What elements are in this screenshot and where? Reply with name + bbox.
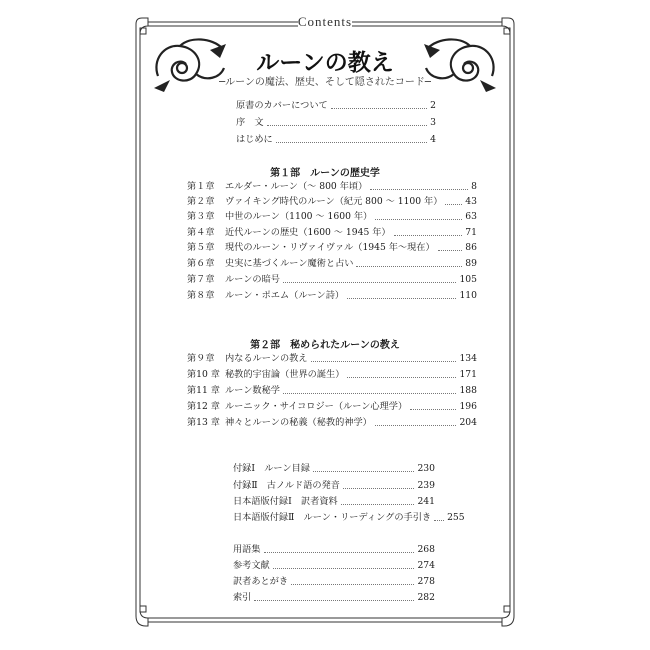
appendix-entry[interactable] bbox=[233, 496, 435, 508]
chapter-number: 第１章 bbox=[187, 181, 215, 192]
chapter-page: 188 bbox=[459, 385, 477, 396]
toc-entry-page: 3 bbox=[430, 117, 436, 128]
dot-leader bbox=[434, 520, 444, 521]
book-title: ルーンの教え bbox=[256, 49, 394, 76]
backmatter-label: 索引 bbox=[233, 592, 252, 603]
dot-leader bbox=[341, 504, 415, 505]
appendix-entry[interactable] bbox=[233, 480, 435, 492]
book-subtitle: ─ルーンの魔法、歴史、そして隠されたコード─ bbox=[219, 77, 431, 88]
chapter-number: 第２章 bbox=[187, 196, 215, 207]
backmatter-label: 用語集 bbox=[233, 544, 261, 555]
chapter-entry[interactable] bbox=[187, 369, 477, 381]
backmatter-page: 278 bbox=[417, 576, 435, 587]
chapter-entry[interactable] bbox=[187, 227, 477, 239]
appendix-label: 付録Ⅰ ルーン目録 bbox=[233, 463, 310, 474]
chapter-page: 71 bbox=[465, 227, 477, 238]
dot-leader bbox=[264, 552, 415, 553]
dot-leader bbox=[438, 250, 463, 251]
chapter-entry[interactable] bbox=[187, 353, 477, 365]
chapter-number: 第５章 bbox=[187, 242, 215, 253]
chapter-number: 第10 章 bbox=[187, 369, 220, 380]
dot-leader bbox=[343, 488, 415, 489]
chapter-entry[interactable] bbox=[187, 385, 477, 397]
chapter-page: 171 bbox=[459, 369, 477, 380]
dot-leader bbox=[283, 282, 457, 283]
toc-entry-page: 2 bbox=[430, 100, 436, 111]
chapter-entry[interactable] bbox=[187, 196, 477, 208]
chapter-label: 史実に基づくルーン魔術と占い bbox=[225, 258, 354, 269]
dot-leader bbox=[331, 108, 427, 109]
dot-leader bbox=[375, 219, 462, 220]
chapter-label: 近代ルーンの歴史（1600 ～ 1945 年） bbox=[225, 227, 391, 238]
chapter-label: 秘教的宇宙論（世界の誕生） bbox=[225, 369, 345, 380]
backmatter-entry[interactable] bbox=[233, 576, 435, 588]
chapter-number: 第13 章 bbox=[187, 417, 220, 428]
chapter-page: 63 bbox=[465, 211, 477, 222]
dot-leader bbox=[370, 189, 468, 190]
dot-leader bbox=[445, 204, 462, 205]
chapter-label: 中世のルーン（1100 ～ 1600 年） bbox=[225, 211, 373, 222]
chapter-number: 第12 章 bbox=[187, 401, 220, 412]
contents-header: Contents bbox=[297, 14, 353, 29]
chapter-number: 第11 章 bbox=[187, 385, 220, 396]
chapter-entry[interactable] bbox=[187, 258, 477, 270]
dot-leader bbox=[283, 393, 457, 394]
toc-entry-label: 序 文 bbox=[236, 117, 264, 128]
dot-leader bbox=[410, 409, 456, 410]
chapter-number: 第９章 bbox=[187, 353, 215, 364]
appendix-entry[interactable] bbox=[233, 463, 435, 475]
dot-leader bbox=[375, 425, 457, 426]
chapter-entry[interactable] bbox=[187, 290, 477, 302]
chapter-number: 第３章 bbox=[187, 211, 215, 222]
backmatter-page: 274 bbox=[417, 560, 435, 571]
toc-entry-label: 原書のカバーについて bbox=[236, 100, 328, 111]
chapter-label: 内なるルーンの教え bbox=[225, 353, 308, 364]
dot-leader bbox=[313, 471, 415, 472]
dot-leader bbox=[273, 568, 415, 569]
backmatter-page: 282 bbox=[417, 592, 435, 603]
part2-title: 第２部 秘められたルーンの教え bbox=[250, 340, 400, 351]
chapter-label: ヴァイキング時代のルーン（紀元 800 ～ 1100 年） bbox=[225, 196, 443, 207]
backmatter-page: 268 bbox=[417, 544, 435, 555]
chapter-page: 43 bbox=[465, 196, 477, 207]
dot-leader bbox=[254, 600, 414, 601]
backmatter-entry[interactable] bbox=[233, 592, 435, 604]
chapter-page: 8 bbox=[471, 181, 477, 192]
appendix-page: 230 bbox=[417, 463, 435, 474]
chapter-page: 110 bbox=[459, 290, 477, 301]
backmatter-entry[interactable] bbox=[233, 560, 435, 572]
chapter-page: 89 bbox=[465, 258, 477, 269]
chapter-page: 134 bbox=[459, 353, 477, 364]
chapter-number: 第６章 bbox=[187, 258, 215, 269]
toc-entry[interactable] bbox=[236, 134, 436, 146]
appendix-entry[interactable] bbox=[233, 512, 465, 524]
appendix-label: 付録Ⅱ 古ノルド語の発音 bbox=[233, 480, 340, 491]
toc-entry-label: はじめに bbox=[236, 134, 273, 145]
dot-leader bbox=[394, 235, 463, 236]
dot-leader bbox=[347, 298, 456, 299]
chapter-page: 196 bbox=[459, 401, 477, 412]
appendix-label: 日本語版付録Ⅱ ルーン・リーディングの手引き bbox=[233, 512, 432, 523]
appendix-page: 255 bbox=[447, 512, 465, 523]
dot-leader bbox=[267, 125, 428, 126]
chapter-label: ルーンの暗号 bbox=[225, 274, 280, 285]
dot-leader bbox=[276, 142, 427, 143]
appendix-page: 239 bbox=[417, 480, 435, 491]
backmatter-label: 訳者あとがき bbox=[233, 576, 289, 587]
chapter-number: 第７章 bbox=[187, 274, 215, 285]
dot-leader bbox=[347, 377, 456, 378]
chapter-entry[interactable] bbox=[187, 242, 477, 254]
backmatter-label: 参考文献 bbox=[233, 560, 270, 571]
chapter-number: 第８章 bbox=[187, 290, 215, 301]
chapter-entry[interactable] bbox=[187, 274, 477, 286]
chapter-page: 86 bbox=[465, 242, 477, 253]
chapter-label: 現代のルーン・リヴァイヴァル（1945 年～現在） bbox=[225, 242, 435, 253]
chapter-label: エルダー・ルーン（～ 800 年頃） bbox=[225, 181, 368, 192]
chapter-label: 神々とルーンの秘義（秘教的神学） bbox=[225, 417, 372, 428]
toc-entry[interactable] bbox=[236, 100, 436, 112]
chapter-label: ルーン数秘学 bbox=[225, 385, 280, 396]
part1-title: 第１部 ルーンの歴史学 bbox=[270, 168, 380, 179]
chapter-number: 第４章 bbox=[187, 227, 215, 238]
toc-entry-page: 4 bbox=[430, 134, 436, 145]
chapter-page: 105 bbox=[459, 274, 477, 285]
toc-entry[interactable] bbox=[236, 117, 436, 129]
chapter-entry[interactable] bbox=[187, 417, 477, 429]
dot-leader bbox=[356, 266, 462, 267]
dot-leader bbox=[291, 584, 414, 585]
chapter-label: ルーニック・サイコロジー（ルーン心理学） bbox=[225, 401, 408, 412]
chapter-label: ルーン・ポエム（ルーン詩） bbox=[225, 290, 345, 301]
dot-leader bbox=[311, 361, 457, 362]
appendix-page: 241 bbox=[417, 496, 435, 507]
chapter-page: 204 bbox=[459, 417, 477, 428]
appendix-label: 日本語版付録Ⅰ 訳者資料 bbox=[233, 496, 338, 507]
backmatter-entry[interactable] bbox=[233, 544, 435, 556]
chapter-entry[interactable] bbox=[187, 181, 477, 193]
chapter-entry[interactable] bbox=[187, 401, 477, 413]
chapter-entry[interactable] bbox=[187, 211, 477, 223]
